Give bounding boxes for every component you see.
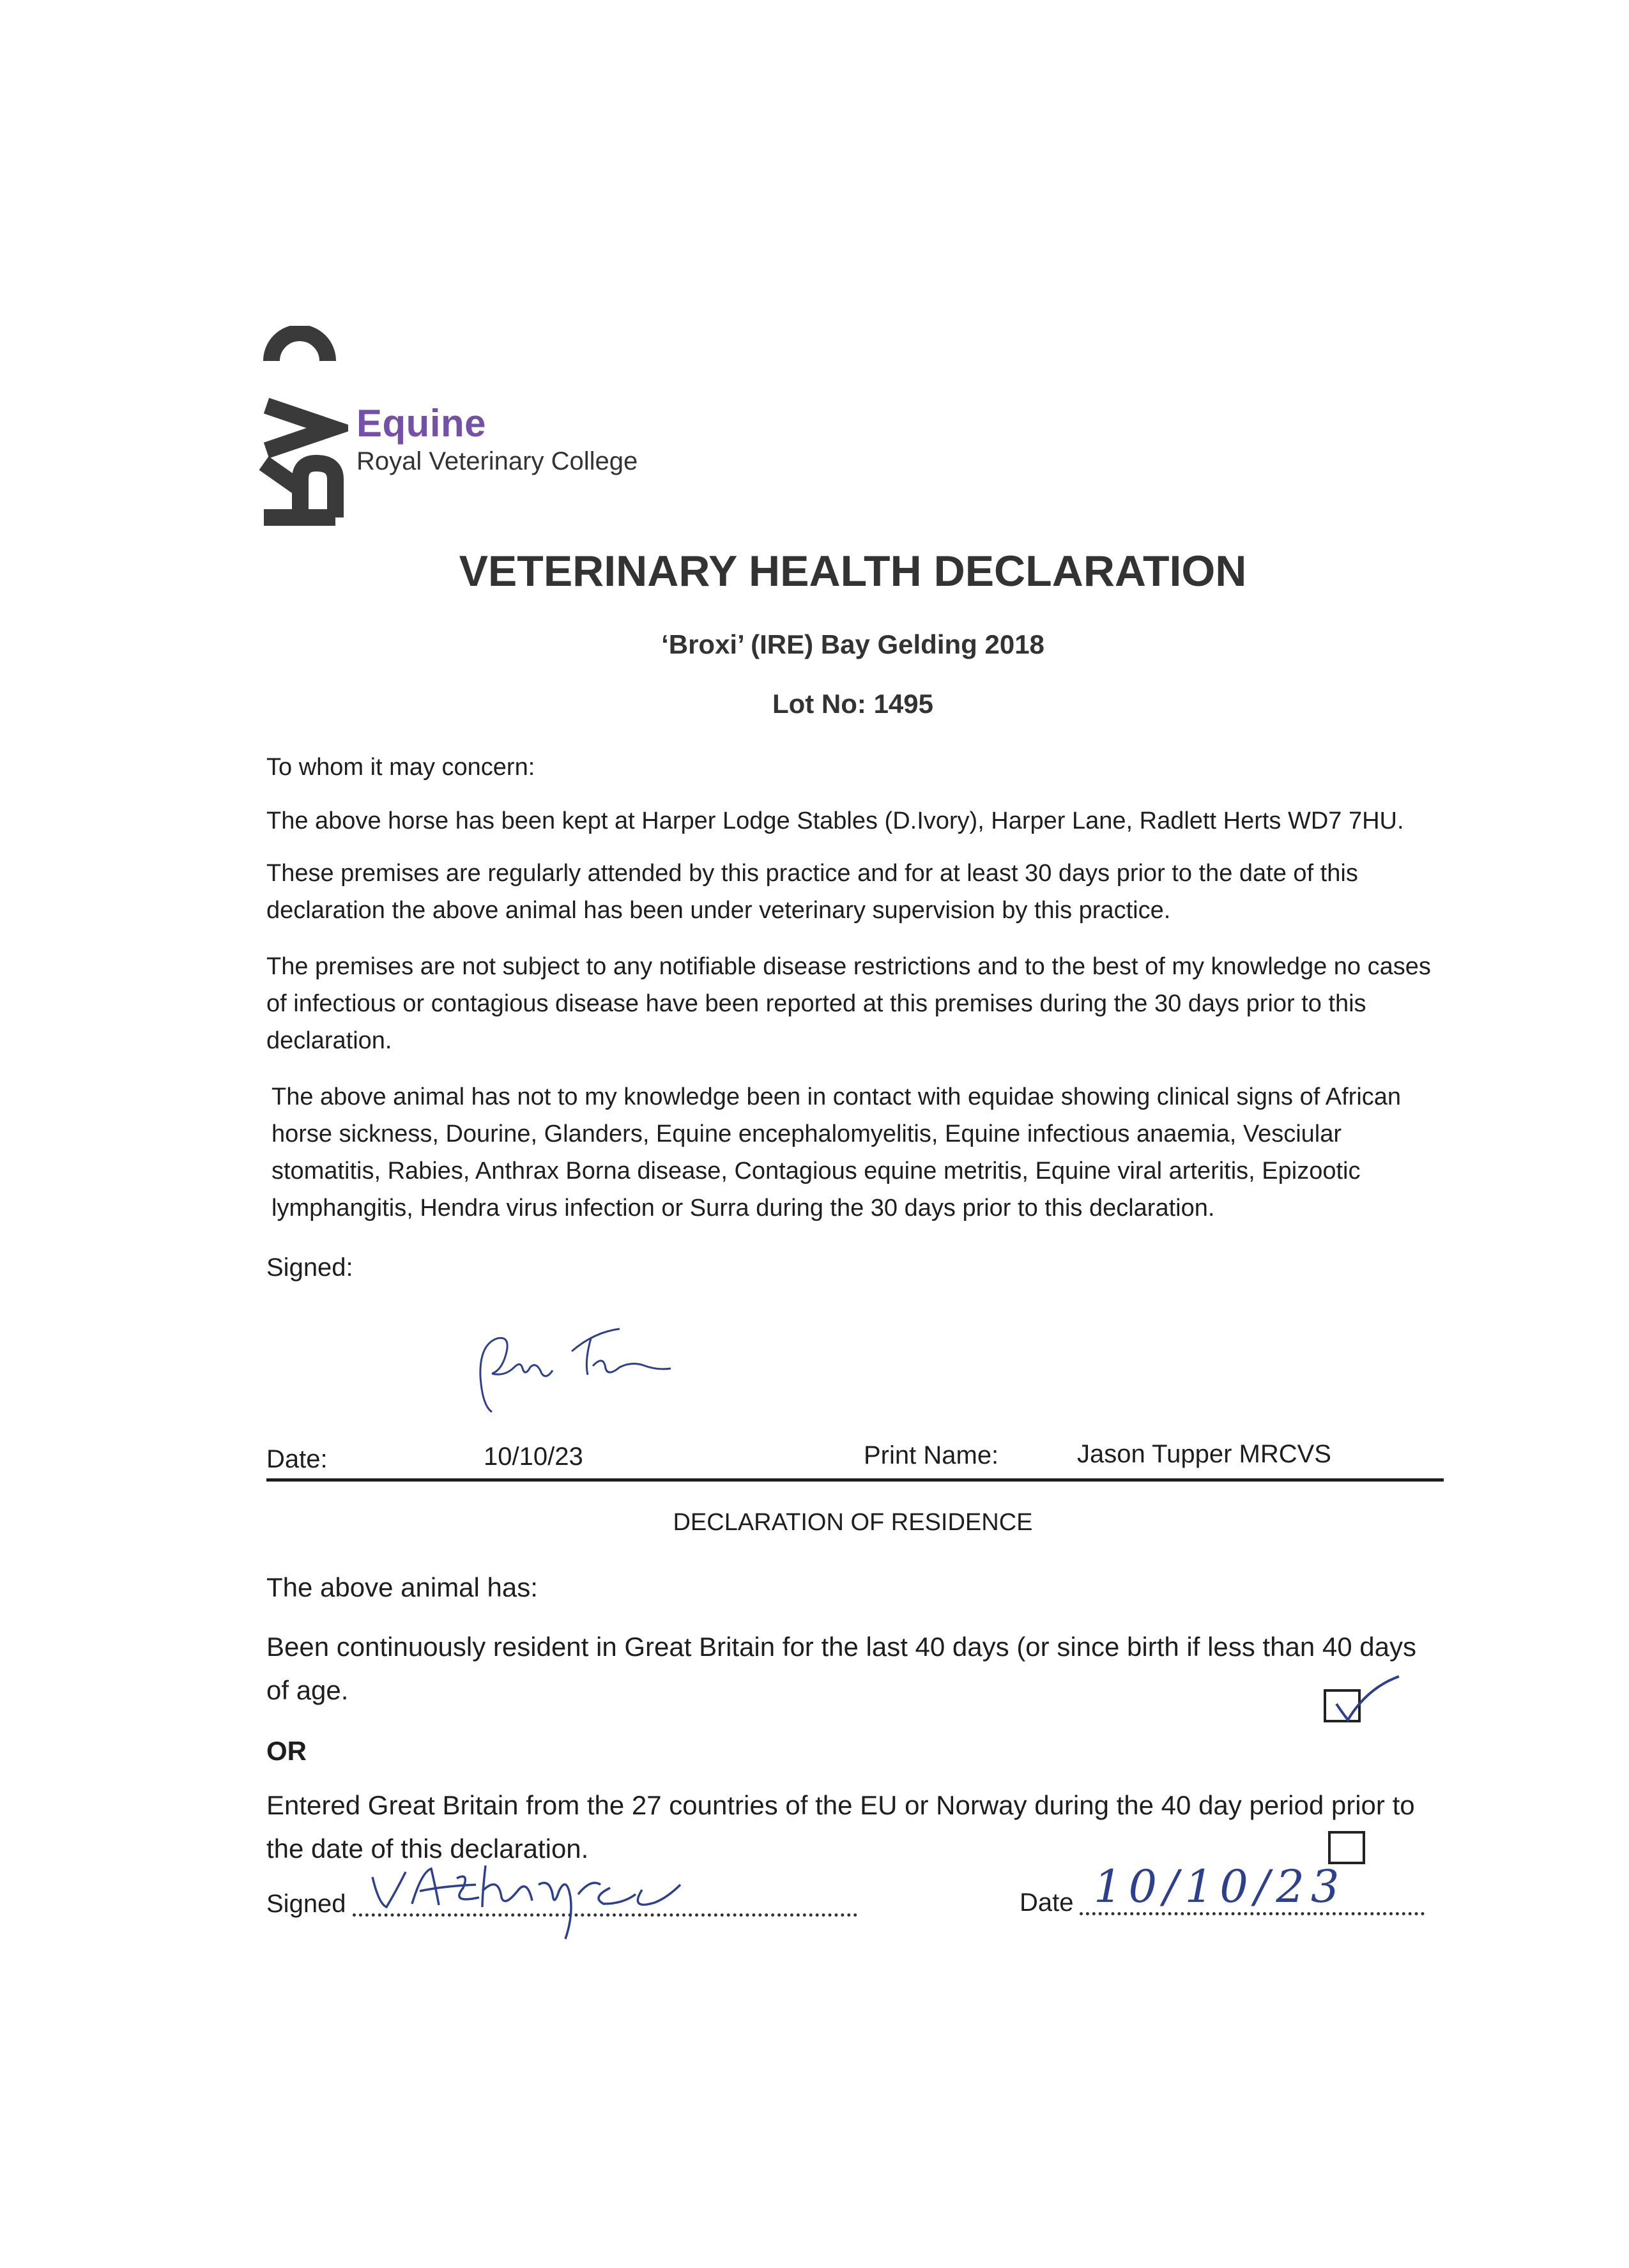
horse-description: ‘Broxi’ (IRE) Bay Gelding 2018 <box>661 629 1044 659</box>
paragraph-supervision: These premises are regularly attended by this practice and for at least 30 days prior to the date of this declaration the above animal has been under veterinary supervision by this practice. <box>266 860 1358 924</box>
paragraph-restrictions: The premises are not subject to any notifiable disease restrictions and to the best of my knowledge no cases of infectious or contagious disease have been reported at this premises during the 30 days prior to this declaration. <box>266 953 1431 1054</box>
residence-intro: The above animal has: <box>266 1572 538 1602</box>
lot-number: Lot No: 1495 <box>772 689 934 719</box>
owner-date-handwritten: 10/10/23 <box>1094 1860 1346 1913</box>
rvc-logo-letters <box>252 326 348 530</box>
print-name-label: Print Name: <box>864 1441 999 1469</box>
signed-label: Signed: <box>266 1253 353 1282</box>
check-mark-icon <box>1329 1669 1405 1733</box>
page-title: VETERINARY HEALTH DECLARATION <box>459 547 1247 595</box>
date-value: 10/10/23 <box>484 1443 583 1471</box>
salutation: To whom it may concern: <box>266 754 535 781</box>
logo-college-text: Royal Veterinary College <box>356 447 638 475</box>
print-name-value: Jason Tupper MRCVS <box>1077 1440 1331 1468</box>
owner-date-label: Date <box>1020 1889 1074 1917</box>
owner-signature <box>367 1859 712 1949</box>
date-label: Date: <box>266 1445 328 1473</box>
residence-option-entered: Entered Great Britain from the 27 countries of the EU or Norway during the 40 day period prior to the date of this declaration. <box>266 1790 1415 1864</box>
paragraph-premises: The above horse has been kept at Harper Lodge Stables (D.Ivory), Harper Lane, Radlett Herts WD7 7HU. <box>266 808 1404 834</box>
checkbox-entered[interactable] <box>1328 1831 1365 1864</box>
residence-option-resident: Been continuously resident in Great Britain for the last 40 days (or since birth if less than 40 days of age. <box>266 1632 1416 1705</box>
residence-section-title: DECLARATION OF RESIDENCE <box>673 1509 1033 1536</box>
or-label: OR <box>266 1736 307 1766</box>
vet-signature <box>466 1316 677 1425</box>
divider <box>266 1478 1444 1482</box>
logo-equine-text: Equine <box>356 402 487 445</box>
owner-signed-label: Signed <box>266 1890 346 1918</box>
paragraph-contact: The above animal has not to my knowledge been in contact with equidae showing clinical signs of African horse sickness, Dourine, Glanders, Equine encephalomyelitis, Equine infectious anaemia, Vesciular stomatitis, Rabies, Anthrax Borna disease, Contagious equine metritis, Equine viral arteritis, Epizootic lymphangitis, Hendra virus infection or Surra during the 30 days prior to this declaration. <box>272 1084 1402 1222</box>
